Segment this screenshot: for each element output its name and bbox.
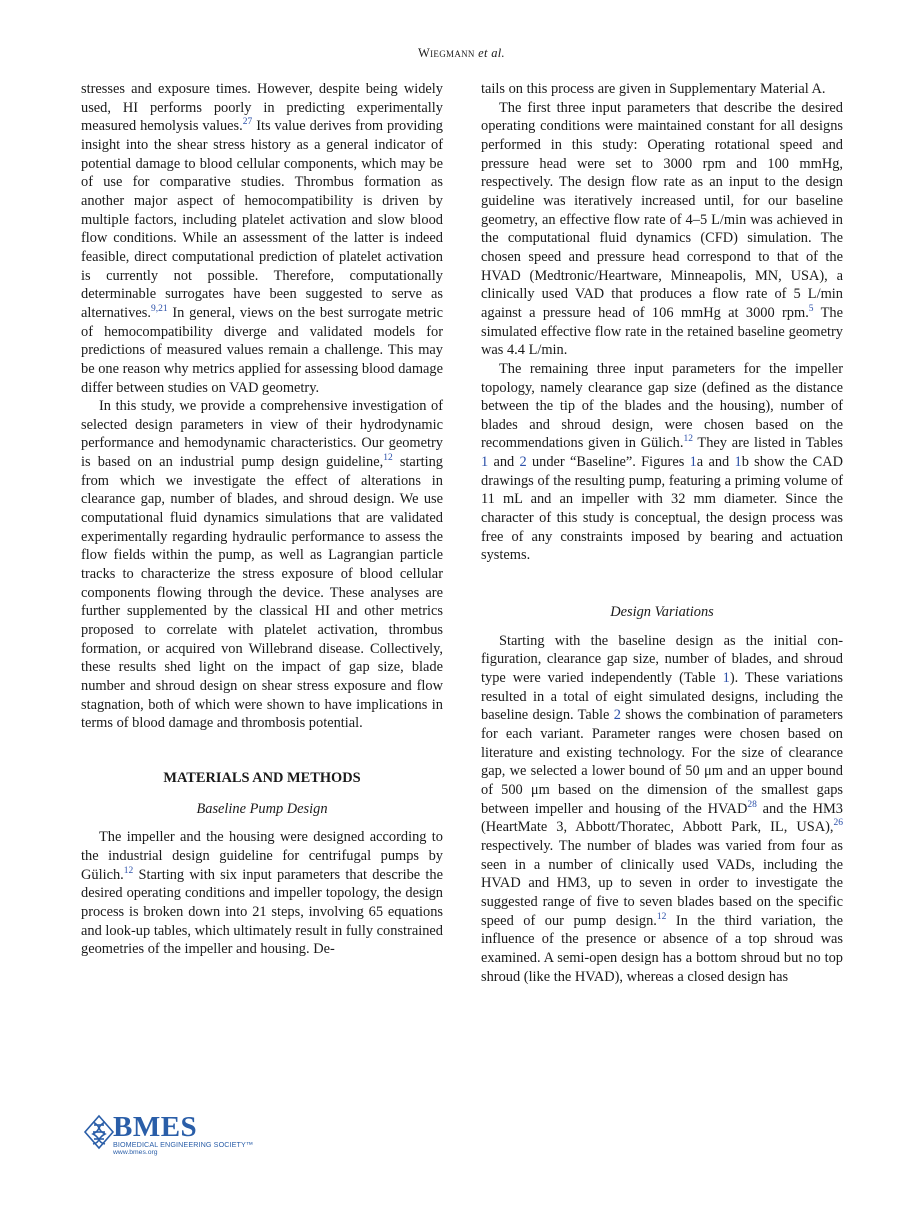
citation-link[interactable]: 27 bbox=[242, 117, 253, 128]
figure-link[interactable]: 1 bbox=[734, 454, 742, 471]
citation-link[interactable]: 12 bbox=[123, 865, 134, 876]
bmes-emblem-icon bbox=[81, 1114, 117, 1150]
subsection-title-variations: Design Variations bbox=[610, 604, 714, 621]
citation-link[interactable]: 9,21 bbox=[150, 303, 168, 314]
bmes-subtitle: BIOMEDICAL ENGINEERING SOCIETY™ bbox=[113, 1140, 254, 1149]
table-link[interactable]: 2 bbox=[613, 707, 621, 724]
right-column bbox=[481, 80, 843, 986]
right-paragraph-4: Starting with the baseline design as the initial configuration, clearance gap size, number of blades, and shroud type were varied independently (Table 1). These variations resulted in a total of eight simulated designs, including the baseline design. Table 2 shows the combination of parameters for each variant. Parameter ranges were chosen based on literature and existing technology. For the size of clearance gap, we selected a lower bound of 50 μm and an upper bound of 500 μm based on the dimension of the smallest gaps between impeller and housing of the HVAD$^{28}$ and the HM3 (HeartMate 3, Abbott/Thoratec, Abbott Park, IL, USA),$^{26}$ respectively. The number of blades was varied from four as seen in a number of clinically used VADs, including the HVAD and HM3, up to seven in order to investigate the suggested range of five to seven blades based on the specific speed of our pump design.$^{12}$ In the third variation, the influence of the presence or absence of a top shroud was examined. A semi-open design has a bottom shroud but no top shroud (like the HVAD), whereas a closed design has bbox=[481, 632, 844, 985]
bmes-url[interactable]: www.bmes.org bbox=[113, 1149, 158, 1156]
left-paragraph-2: In this study, we provide a comprehensive investigation of selected design parameters in view of their hydrodynamic performance and hemodynamic characteristics. Our geometry is based on an industrial pump design guideline,$^{12}$ starting from which we investigate the effect of alterations in clearance gap, number of blades, and shroud design. We use computational fluid dynamics simulations that are validated experimentally regarding hydraulic performance to assess the flow fields within the pump, as well as Lagrangian particle tracks to characterize the stress exposure of blood cellular components flowing through the device. These analyses are further supplemented by the classical HI and other metrics proposed to correlate with platelet activation, thrombus formation, or acquired von Willebrand disease. Collectively, these results shed light on the impact of gap size, blade number and shroud design on shear stress exposure and flow stagnation, both of which were shown to have implications in terms of blood damage and thrombosis potential. bbox=[81, 398, 443, 732]
left-paragraph-1: stresses and exposure times. However, despite being widely used, HI performs poorly in predicting experimentally measured hemolysis values.$^{27}$ Its value derives from providing insight into the shear stress history as a general indicator of potential damage to blood cellular components, which may be of use for comparative studies. Thrombus formation as another major aspect of hemocompatibility is driven by multiple factors, including platelet activation and slow blood flow conditions. While an assessment of the latter is indeed feasible, direct computational prediction of platelet activation is currently not possible. Therefore, computationally determinable surrogates have been suggested to serve as alternatives.$^{9,21}$ In general, views on the best surrogate metric of hemocompatibility diverge and validated models for predictions of measured values remain a challenge. This may be one reason why metrics applied for assessing blood damage differ between studies on VAD geometry. bbox=[81, 81, 443, 396]
running-head bbox=[0, 46, 923, 61]
right-paragraph-2: The first three input parameters that describe the desired operating conditions were maintained constant for all designs performed in this study: Operating rotational speed and pressure head were set to 3000 rpm and 100 mmHg, respectively. The design flow rate as an input to the design guideline was iteratively increased until, for our baseline geometry, an effective flow rate of 4–5 L/min was achieved in the computational fluid dynamics (CFD) simulation. The chosen speed and pressure head correspond to that of the HVAD (Medtronic/Heartware, Minneapolis, MN, USA), a clinically used VAD that produces a flow rate of 5 L/min against a pressure head of 106 mmHg at 3000 rpm.$^5$ The simulated effective flow rate in the retained baseline geometry was 4.4 L/min. bbox=[481, 99, 843, 359]
subsection-title-baseline: Baseline Pump Design bbox=[196, 800, 328, 817]
right-paragraph-3: The remaining three input parameters for the impeller topology, namely clearance gap size (defined as the distance between the tip of the blades and the housing), number of blades and shroud design, were chosen based on the recommendations given in Gülich.$^{12}$ They are listed in Tables 1 and 2 under “Baseline”. Figures 1a and 1b show the CAD drawings of the resulting pump, featuring a priming volume of 11 mL and an impeller with 32 mm diameter. Since the character of this study is conceptual, the design process was free of any constraints imposed by bearing and actuation systems. bbox=[481, 360, 843, 564]
table-link[interactable]: 1 bbox=[722, 670, 730, 687]
bmes-logo bbox=[81, 1112, 281, 1162]
citation-link[interactable]: 5 bbox=[808, 303, 814, 314]
table-link[interactable]: 2 bbox=[519, 454, 527, 471]
left-paragraph-3: The impeller and the housing were designed according to the industrial design guideline for centrifugal pumps by Gülich.$^{12}$ Starting with six input parameters that describe the desired operating conditions and impeller topology, the design process is broken down into 21 steps, involving 65 equations and look-up tables, which ultimately result in fully constrained geometries of the impeller and housing. De- bbox=[81, 829, 443, 958]
figure-link[interactable]: 1 bbox=[689, 454, 697, 471]
running-head-etal: et al. bbox=[478, 46, 505, 60]
citation-link[interactable]: 12 bbox=[683, 434, 693, 445]
section-title: MATERIALS AND METHODS bbox=[163, 769, 361, 786]
left-column bbox=[81, 80, 443, 959]
citation-link[interactable]: 12 bbox=[383, 453, 393, 464]
bmes-wordmark: BMES bbox=[113, 1111, 198, 1143]
citation-link[interactable]: 26 bbox=[833, 818, 843, 829]
running-head-author: Wiegmann bbox=[418, 46, 475, 60]
right-paragraph-1: tails on this process are given in Supplementary Material A. bbox=[481, 81, 826, 97]
citation-link[interactable]: 28 bbox=[747, 799, 757, 810]
citation-link[interactable]: 12 bbox=[656, 911, 667, 922]
table-link[interactable]: 1 bbox=[481, 454, 489, 471]
